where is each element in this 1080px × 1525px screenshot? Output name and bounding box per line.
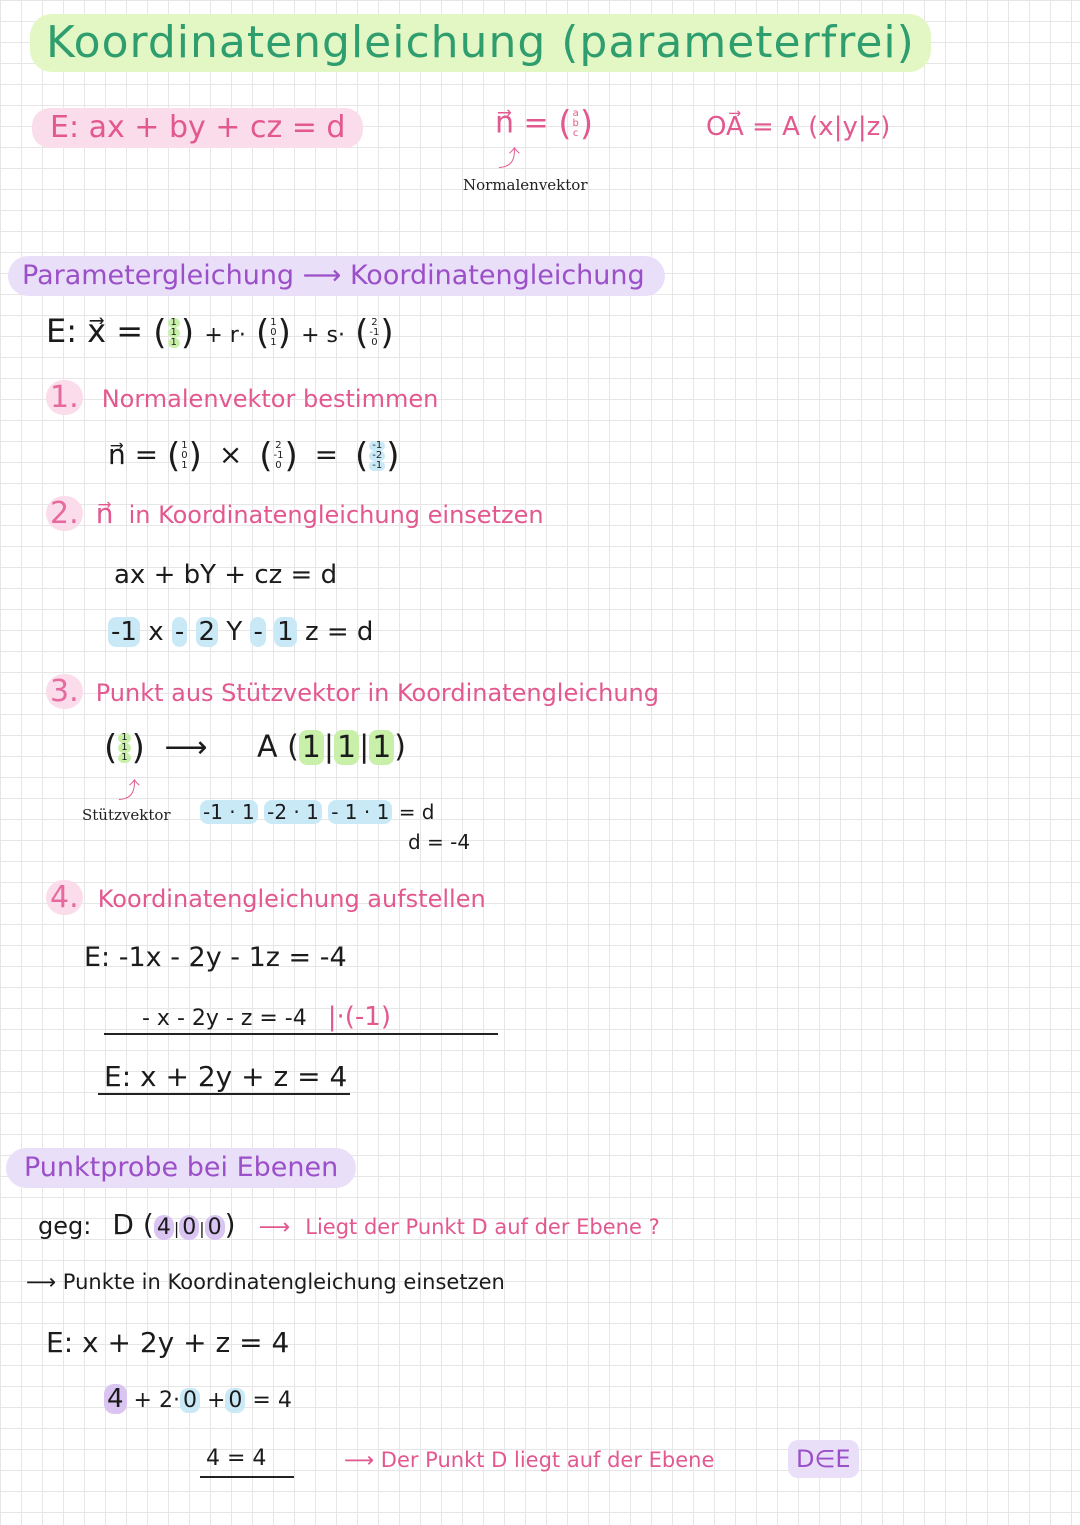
general-equation: E: ax + by + cz = d	[32, 108, 363, 148]
cross-product: n⃗ = ( 1 0 1 ) × ( 2 -1 0 ) = ( -1 -2 -1 )	[108, 436, 400, 476]
general-coord-eq: ax + bY + cz = d	[114, 560, 338, 590]
element-of-symbol: D∈E	[788, 1440, 859, 1478]
support-vector-to-point: ( 1 1 1 ) ⟶ A ( 1 | 1 | 1 )	[104, 728, 406, 768]
parameter-equation: E: x⃗ = ( 1 1 1 ) + r· ( 1 0 1 ) + s· ( 2 -1 0 )	[46, 312, 394, 353]
final-eq-1: E: -1x - 2y - 1z = -4	[84, 942, 347, 973]
point-substitution: 4 + 2· 0 + 0 = 4	[104, 1384, 292, 1414]
underline	[200, 1476, 294, 1478]
section-heading-param-to-coord: Parametergleichung ⟶ Koordinatengleichung	[8, 256, 665, 296]
normal-vector-def: n⃗ = ( a b c )	[495, 104, 594, 144]
conclusion: ⟶ Der Punkt D liegt auf der Ebene	[344, 1448, 715, 1472]
divider-line	[104, 1033, 498, 1035]
arrow-right-icon: ⟶	[164, 729, 208, 765]
oa-equation: OA⃗ = A (x|y|z)	[706, 112, 891, 142]
step-1: 1. Normalenvektor bestimmen	[46, 380, 438, 415]
given-point-row: geg: D ( 4 | 0 | 0 ) ⟶ Liegt der Punkt D auf der Ebene ?	[38, 1208, 660, 1241]
step-4: 4. Koordinatengleichung aufstellen	[46, 880, 486, 915]
section-heading-point-test: Punktprobe bei Ebenen	[6, 1148, 356, 1188]
curved-arrow-icon: ⤴	[118, 779, 141, 804]
curved-arrow-icon: ⤴	[498, 147, 521, 172]
normal-vector-lhs: n⃗ =	[495, 105, 549, 141]
d-result: d = -4	[408, 830, 471, 854]
page-title: Koordinatengleichung (parameterfrei)	[30, 14, 931, 72]
plane-equation: E: x + 2y + z = 4	[46, 1326, 290, 1359]
normal-vector-label: Normalenvektor	[463, 176, 588, 194]
step-2: 2. n⃗ in Koordinatengleichung einsetzen	[46, 496, 544, 531]
substituted-coord-eq: -1 x - 2 Y - 1 z = d	[108, 617, 373, 647]
point-test-result: 4 = 4	[206, 1446, 267, 1471]
arrow-right-icon: ⟶	[258, 1215, 291, 1240]
normal-vector-components: a b c	[572, 108, 579, 139]
step-3: 3. Punkt aus Stützvektor in Koordinatengleichung	[46, 674, 659, 709]
calc-d: -1 · 1 -2 · 1 - 1 · 1 = d	[200, 800, 435, 824]
support-vector-label: Stützvektor	[82, 806, 171, 824]
substitute-instruction: ⟶ Punkte in Koordinatengleichung einsetzen	[26, 1270, 505, 1294]
underline	[98, 1093, 350, 1095]
final-eq-3: E: x + 2y + z = 4	[104, 1060, 348, 1093]
final-eq-2: - x - 2y - z = -4 |·(-1)	[142, 1002, 391, 1032]
